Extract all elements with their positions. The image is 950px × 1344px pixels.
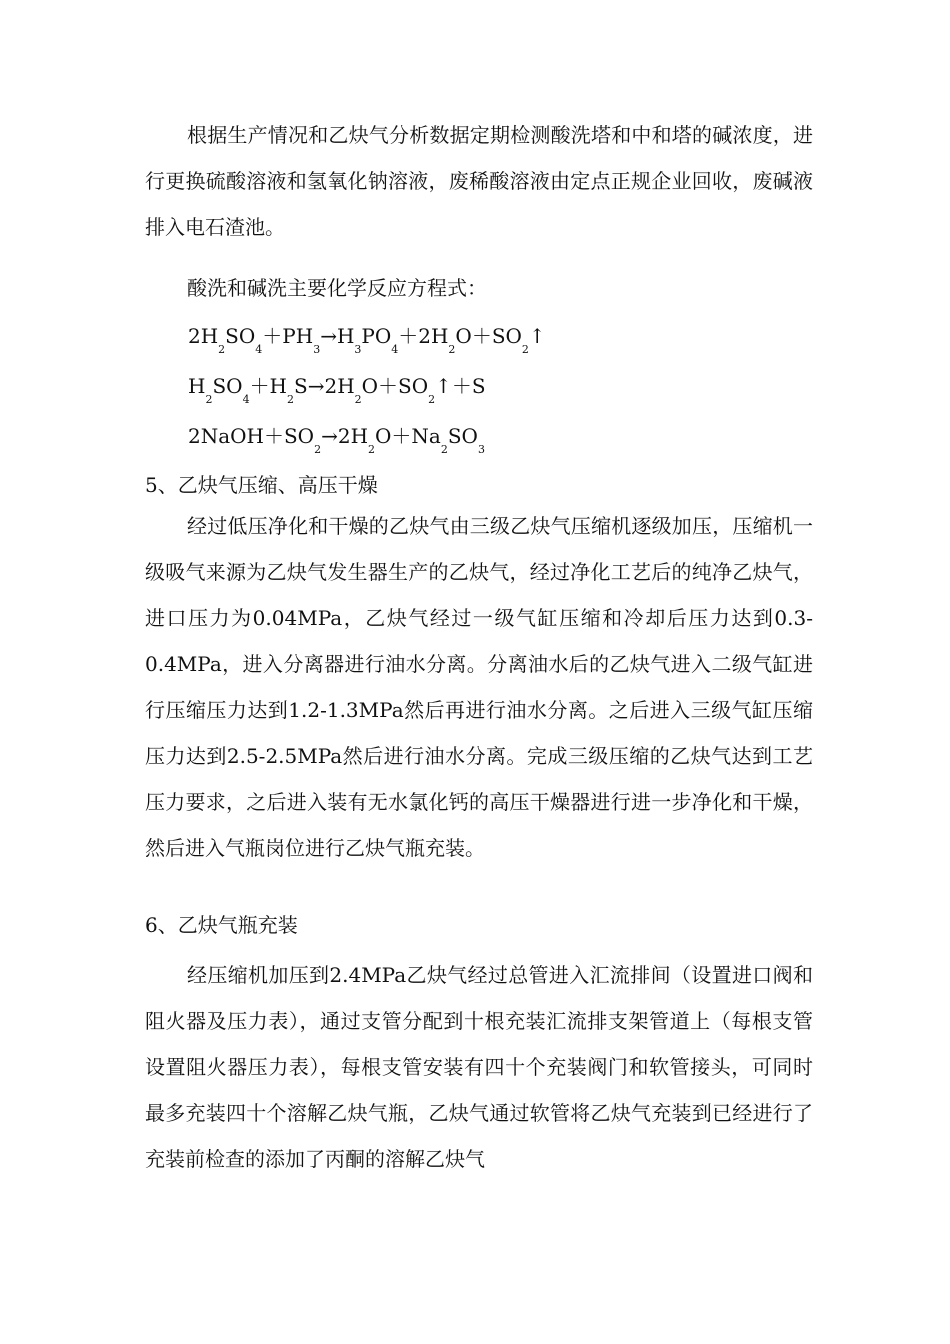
paragraph-reaction-intro: 酸洗和碱洗主要化学反应方程式：: [187, 276, 487, 300]
section-heading-5: 5、乙炔气压缩、高压干燥: [145, 473, 378, 497]
equation-2: $H_2SO_4+H_2S\to 2H_2O+SO_2↑+S$: [188, 374, 486, 406]
paragraph-compression: 经过低压净化和干燥的乙炔气由三级乙炔气压缩机逐级加压，压缩机一级吸气来源为乙炔气发生器生产的乙炔气，经过净化工艺后的纯净乙炔气，进口压力为0.04MPa，乙炔气经过一级气缸压缩和冷却后压力达到0.3-0.4MPa，进入分离器进行油水分离。分离油水后的乙炔气进入二级气缸进行压缩压力达到1.2-1.3MPa然后再进行油水分离。之后进入三级气缸压缩压力达到2.5-2.5MPa然后进行油水分离。完成三级压缩的乙炔气达到工艺压力要求，之后进入装有无水氯化钙的高压干燥器进行进一步净化和干燥，然后进入气瓶岗位进行乙炔气瓶充装。: [145, 514, 813, 860]
paragraph-washing-maintenance: 根据生产情况和乙炔气分析数据定期检测酸洗塔和中和塔的碱浓度，进行更换硫酸溶液和氢氧化钠溶液，废稀酸溶液由定点正规企业回收，废碱液排入电石渣池。: [145, 123, 813, 239]
section-heading-6: 6、乙炔气瓶充装: [145, 913, 298, 937]
equation-3: $2NaOH+SO_2\to 2H_2O+Na_2SO_3$: [188, 424, 485, 456]
paragraph-cylinder-filling: 经压缩机加压到2.4MPa乙炔气经过总管进入汇流排间（设置进口阀和阻火器及压力表），通过支管分配到十根充装汇流排支架管道上（每根支管设置阻火器压力表），每根支管安装有四十个充装阀门和软管接头，可同时最多充装四十个溶解乙炔气瓶，乙炔气通过软管将乙炔气充装到已经进行了充装前检查的添加了丙酮的溶解乙炔气: [145, 963, 813, 1171]
equation-1: $2H_2SO_4+PH_3\to H_3PO_4+2H_2O+SO_2↑$: [188, 324, 546, 356]
